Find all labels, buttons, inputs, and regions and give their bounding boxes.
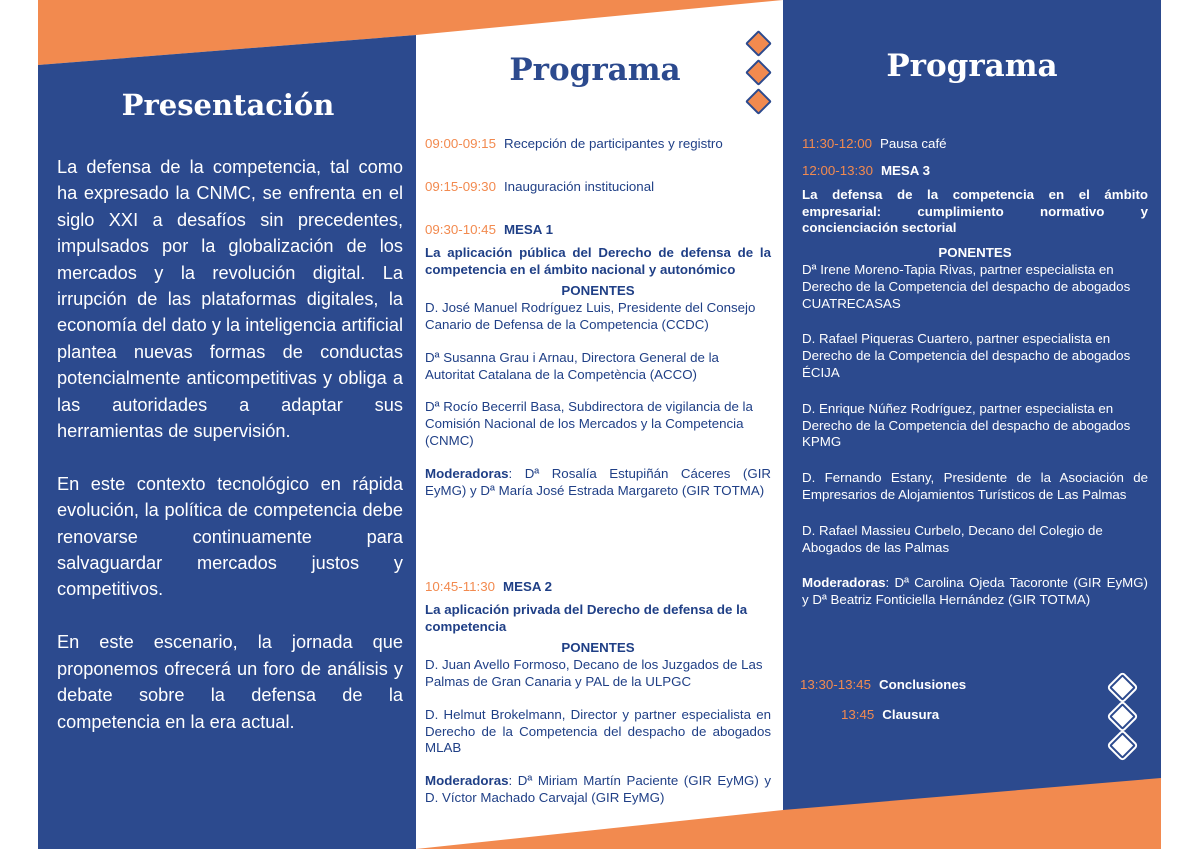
item-time: 13:30-13:45 xyxy=(800,677,871,692)
ponente: D. Helmut Brokelmann, Director y partner especialista en Derecho de la Competencia del despacho de abogados MLAB xyxy=(425,706,771,756)
mesa1-section xyxy=(425,222,771,499)
mesa3-section xyxy=(802,163,1148,609)
programa-title-mid: Programa xyxy=(509,52,681,88)
mesa2-section xyxy=(425,579,771,807)
ponente: D. Rafael Piqueras Cuartero, partner especialista en Derecho de la Competencia del despacho de abogados ÉCIJA xyxy=(802,331,1131,380)
moderadoras xyxy=(425,466,771,500)
ponente: D. Enrique Núñez Rodríguez, partner especialista en Derecho de la Competencia del despacho de abogados KPMG xyxy=(802,400,1131,450)
presentacion-paragraph: En este contexto tecnológico en rápida evolución, la política de competencia debe renovarse continuamente para salvaguardar mercados justos y competitivos. xyxy=(57,473,403,600)
mesa-time: 10:45-11:30 xyxy=(425,579,495,594)
ponente: Dª Susanna Grau i Arnau, Directora General de la Autoritat Catalana de la Competència (ACCO) xyxy=(425,349,719,382)
mesa1-header xyxy=(425,222,771,239)
item-time: 11:30-12:00 xyxy=(802,136,872,151)
presentacion-paragraph: En este escenario, la jornada que proponemos ofrecerá un foro de análisis y debate sobre la defensa de la competencia en la era actual. xyxy=(57,632,403,732)
mesa-title: La aplicación privada del Derecho de defensa de la competencia xyxy=(425,601,748,634)
item-time: 09:00-09:15 xyxy=(425,136,496,151)
ponente: Dª Irene Moreno-Tapia Rivas, partner especialista en Derecho de la Competencia del despacho de abogados CUATRECASAS xyxy=(802,261,1131,311)
mesa-time: 09:30-10:45 xyxy=(425,222,496,237)
moderadoras-label: Moderadoras xyxy=(425,465,509,481)
panel2-orange-bottom xyxy=(416,810,783,849)
programa-title-right: Programa xyxy=(886,48,1058,84)
item-time: 13:45 xyxy=(841,707,875,722)
mesa-title: La defensa de la competencia en el ámbito empresarial: cumplimiento normativo y concienciación sectorial xyxy=(802,186,1148,236)
moderadoras-names: : Dª Miriam Martín Paciente (GIR EyMG) y D. Víctor Machado Carvajal (GIR EyMG) xyxy=(425,773,771,805)
ponentes-label: PONENTES xyxy=(938,245,1012,261)
item-time: 09:15-09:30 xyxy=(425,179,496,194)
schedule-item-conclusiones xyxy=(800,677,1050,694)
item-text: Pausa café xyxy=(880,136,947,151)
presentacion-text xyxy=(57,154,403,761)
item-text: Clausura xyxy=(882,707,940,722)
ponentes-label: PONENTES xyxy=(561,640,635,656)
mesa-label: MESA 2 xyxy=(503,579,553,594)
presentacion-title: Presentación xyxy=(121,88,335,122)
ponente: D. Juan Avello Formoso, Decano de los Juzgados de Las Palmas de Gran Canaria y PAL de la ULPGC xyxy=(425,657,763,689)
schedule-item-clausura xyxy=(841,707,1041,724)
schedule-item-pausa xyxy=(802,136,1148,153)
item-text: Inauguración institucional xyxy=(503,179,655,194)
ponente: Dª Rocío Becerril Basa, Subdirectora de vigilancia de la Comisión Nacional de los Mercados y la Competencia (CNMC) xyxy=(425,399,753,448)
moderadoras xyxy=(425,773,771,807)
ponente: D. José Manuel Rodríguez Luis, Presidente del Consejo Canario de Defensa de la Competencia (CCDC) xyxy=(425,300,756,332)
moderadoras-label: Moderadoras xyxy=(425,773,509,789)
item-text: Recepción de participantes y registro xyxy=(503,136,723,151)
item-text: Conclusiones xyxy=(878,677,967,692)
moderadoras-names: : Dª Carolina Ojeda Tacoronte (GIR EyMG) y Dª Beatriz Fonticiella Hernández (GIR TOTMA) xyxy=(802,575,1148,608)
moderadoras-label: Moderadoras xyxy=(802,575,886,591)
schedule-item-inauguracion xyxy=(425,179,771,196)
mesa-title: La aplicación pública del Derecho de defensa de la competencia en el ámbito nacional y autonómico xyxy=(425,244,771,277)
mesa-label: MESA 3 xyxy=(880,163,930,178)
mesa2-header xyxy=(425,579,771,596)
presentacion-paragraph: La defensa de la competencia, tal como ha expresado la CNMC, se enfrenta en el siglo XXI a desafíos sin precedentes, impulsados por la globalización de los mercados y la revolución digital. La irrupción de las plataformas digitales, la economía del dato y la inteligencia artificial plantea nuevas formas de conductas potencialmente anticompetitivas y obliga a las autoridades a adaptar sus herramientas de supervisión. xyxy=(57,157,403,442)
moderadoras xyxy=(802,575,1148,609)
mesa-label: MESA 1 xyxy=(503,222,553,237)
mesa3-header xyxy=(802,163,1148,180)
schedule-item-recepcion xyxy=(425,136,771,153)
moderadoras-names: : Dª Rosalía Estupiñán Cáceres (GIR EyMG) y Dª María José Estrada Margareto (GIR TOTMA) xyxy=(425,465,771,498)
ponente: D. Rafael Massieu Curbelo, Decano del Colegio de Abogados de las Palmas xyxy=(802,522,1103,555)
ponentes-label: PONENTES xyxy=(561,283,635,299)
panel2-orange-top xyxy=(416,0,783,35)
ponente: D. Fernando Estany, Presidente de la Asociación de Empresarios de Alojamientos Turísticos de Las Palmas xyxy=(802,470,1148,502)
mesa-time: 12:00-13:30 xyxy=(802,163,873,178)
